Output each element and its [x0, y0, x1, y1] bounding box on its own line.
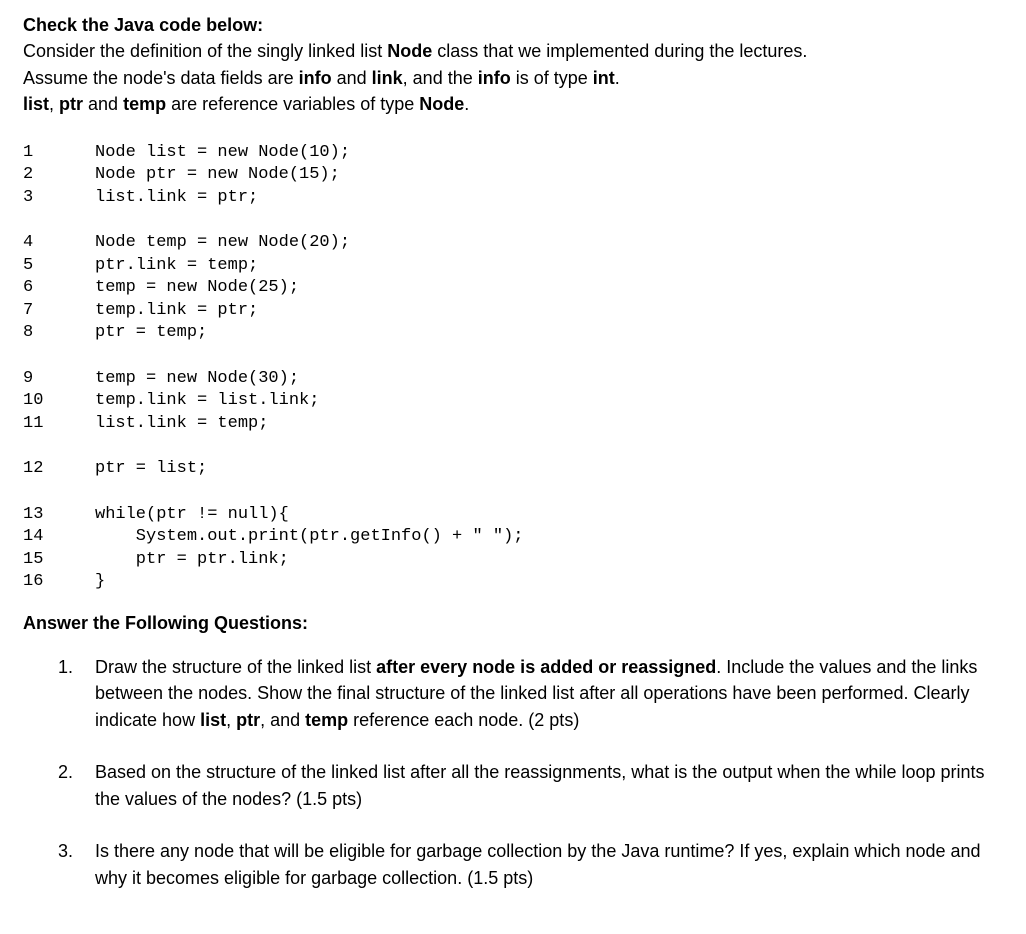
intro-line: Consider the definition of the singly linked list Node class that we implemented during the lectures. — [23, 41, 808, 61]
code-line — [23, 368, 1013, 391]
code-line — [23, 322, 1013, 345]
line-number: 2 — [23, 165, 34, 184]
line-number: 11 — [23, 413, 44, 433]
intro-line: list, ptr and temp are reference variables of type Node. — [23, 94, 470, 114]
code-text: ptr = ptr.link; — [95, 549, 289, 569]
code-text: ptr = temp; — [95, 323, 208, 342]
code-line — [23, 390, 1013, 413]
intro-text — [23, 38, 1013, 118]
code-line — [23, 504, 1013, 527]
code-text: list.link = temp; — [95, 413, 269, 433]
question-item — [23, 838, 1013, 891]
code-line — [23, 458, 1013, 481]
code-text: } — [95, 572, 106, 591]
question-text: Draw the structure of the linked list after every node is added or reassigned. Include the values and the links between the nodes. Show the final structure of the linked list after all operations have been performed. Clearly indicate how list, ptr, and temp reference each node. (2 pts) — [95, 656, 978, 730]
line-number: 9 — [23, 368, 34, 388]
line-number: 12 — [23, 459, 44, 478]
code-text: Node temp = new Node(20); — [95, 233, 351, 252]
line-number: 13 — [23, 504, 44, 524]
page-heading: Check the Java code below: — [23, 15, 264, 35]
code-text: while(ptr != null){ — [95, 504, 289, 524]
question-item — [23, 759, 1013, 812]
code-text: temp.link = list.link; — [95, 391, 320, 410]
code-line — [23, 300, 1013, 323]
code-listing — [23, 142, 1013, 594]
code-text: Node list = new Node(10); — [95, 142, 351, 162]
code-text: System.out.print(ptr.getInfo() + " "); — [95, 527, 524, 546]
code-line — [23, 277, 1013, 300]
code-line — [23, 549, 1013, 572]
question-text: Is there any node that will be eligible for garbage collection by the Java runtime? If yes, explain which node and why it becomes eligible for garbage collection. (1.5 pts) — [95, 841, 981, 888]
line-number: 6 — [23, 278, 34, 297]
code-text: Node ptr = new Node(15); — [95, 165, 340, 184]
code-line — [23, 142, 1013, 165]
question-number: 1. — [58, 656, 74, 677]
code-line — [23, 164, 1013, 187]
code-line — [23, 526, 1013, 549]
line-number: 8 — [23, 323, 34, 342]
line-number: 3 — [23, 187, 34, 207]
question-text: Based on the structure of the linked list after all the reassignments, what is the output when the while loop prints the values of the nodes? (1.5 pts) — [95, 762, 985, 809]
line-number: 16 — [23, 572, 44, 591]
line-number: 7 — [23, 300, 34, 320]
code-text: temp = new Node(30); — [95, 368, 300, 388]
line-number: 5 — [23, 255, 34, 275]
code-text: temp.link = ptr; — [95, 300, 259, 320]
question-item — [23, 654, 1013, 734]
code-block — [23, 368, 1013, 436]
code-block — [23, 232, 1013, 345]
code-text: list.link = ptr; — [95, 187, 259, 207]
question-number: 2. — [58, 762, 74, 782]
intro-line: Assume the node's data fields are info and link, and the info is of type int. — [23, 67, 620, 88]
line-number: 14 — [23, 527, 44, 546]
line-number: 10 — [23, 391, 44, 410]
code-line — [23, 187, 1013, 210]
answer-heading: Answer the Following Questions: — [23, 612, 309, 633]
code-text: temp = new Node(25); — [95, 278, 300, 297]
code-text: ptr.link = temp; — [95, 255, 259, 275]
code-block — [23, 142, 1013, 210]
code-block — [23, 504, 1013, 594]
line-number: 4 — [23, 233, 34, 252]
code-line — [23, 232, 1013, 255]
code-line — [23, 413, 1013, 436]
question-list — [23, 654, 1013, 892]
code-line — [23, 571, 1013, 594]
code-line — [23, 255, 1013, 278]
line-number: 1 — [23, 142, 34, 162]
question-number: 3. — [58, 841, 74, 861]
line-number: 15 — [23, 549, 44, 569]
code-block — [23, 458, 1013, 481]
document-page — [23, 12, 1013, 917]
code-text: ptr = list; — [95, 459, 208, 478]
